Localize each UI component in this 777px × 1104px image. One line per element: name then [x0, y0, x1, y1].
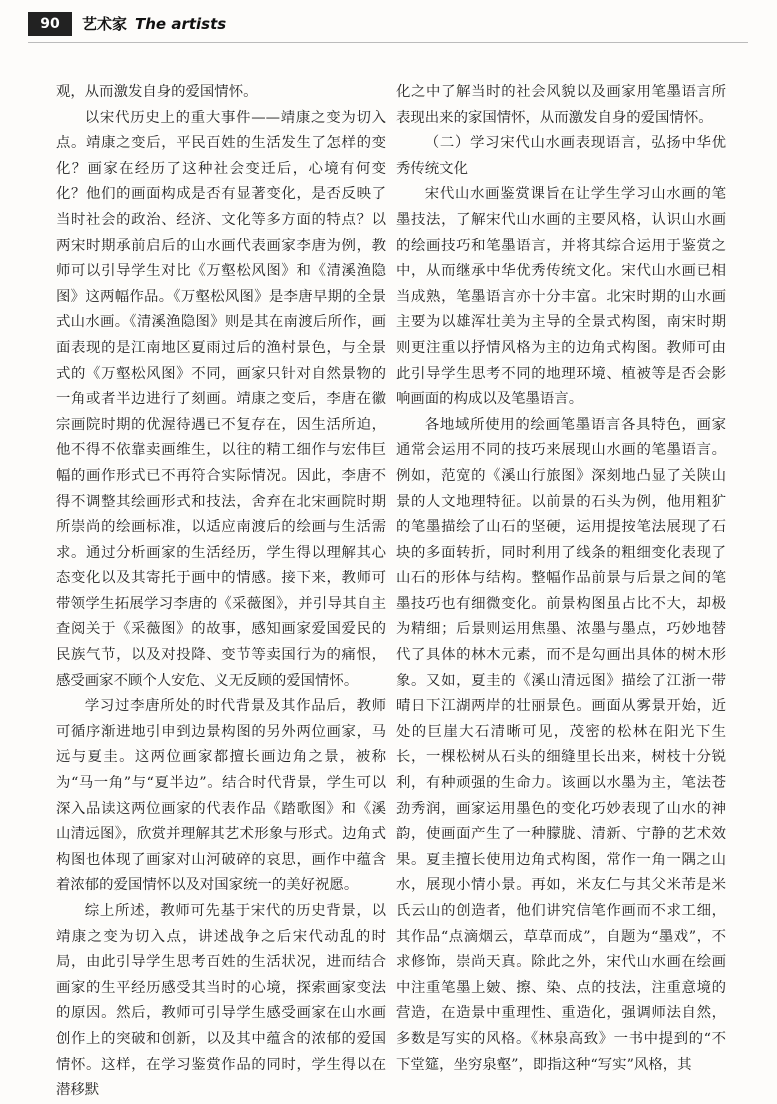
journal-title-en: The artists	[135, 15, 227, 33]
paragraph: 各地域所使用的绘画笔墨语言各具特色，画家通常会运用不同的技巧来展现山水画的笔墨语言。例如，范宽的《溪山行旅图》深刻地凸显了关陕山景的人文地理特征。以前景的石头为例，他用粗犷的笔墨描绘了山石的坚硬，运用提按笔法展现了石块的多面转折，同时利用了线条的粗细变化表现了山石的形体与结构。整幅作品前景与后景之间的笔墨技巧也有细微变化。前景构图虽占比不大，却极为精细；后景则运用焦墨、浓墨与墨点，巧妙地替代了具体的林木元素，而不是勾画出具体的树木形象。又如，夏圭的《溪山清远图》描绘了江浙一带晴日下江湖两岸的壮丽景色。画面从雾景开始，近处的巨崖大石清晰可见，茂密的松林在阳光下生长，一棵松树从石头的细缝里长出来，树枝十分锐利，有种顽强的生命力。该画以水墨为主，笔法苍劲秀润，画家运用墨色的变化巧妙表现了山水的神韵，使画面产生了一种朦胧、清新、宁静的艺术效果。夏圭擅长使用边角式构图，常作一角一隅之山水，展现小情小景。再如，米友仁与其父米芾是米氏云山的创造者，他们讲究信笔作画而不求工细，其作品“点滴烟云，草草而成”，自题为“墨戏”，不求修饰，崇尚天真。除此之外，宋代山水画在绘画中注重笔墨上皴、擦、染、点的技法，注重意境的营造，在造景中重理性、重造化，强调师法自然，多数是写实的风格。《林泉高致》一书中提到的“不下堂筵，坐穷泉壑”，即指这种“写实”风格，其	[396, 416, 726, 1073]
paragraph: 宋代山水画鉴赏课旨在让学生学习山水画的笔墨技法，了解宋代山水画的主要风格，认识山水画的绘画技巧和笔墨语言，并将其综合运用于鉴赏之中，从而继承中华优秀传统文化。宋代山水画已相当成熟，笔墨语言亦十分丰富。北宋时期的山水画主要为以雄浑壮美为主导的全景式构图，南宋时期则更注重以抒情风格为主的边角式构图。教师可由此引导学生思考不同的地理环境、植被等是否会影响画面的构成以及笔墨语言。	[396, 186, 726, 408]
page-header	[28, 10, 748, 38]
right-column	[396, 80, 726, 1078]
left-column	[56, 80, 386, 1104]
journal-title-cn: 艺术家	[82, 15, 128, 33]
paragraph: 以宋代历史上的重大事件——靖康之变为切入点。靖康之变后，平民百姓的生活发生了怎样的变化？画家在经历了这种社会变迁后，心境有何变化？他们的画面构成是否有显著变化，是否反映了当时社会的政治、经济、文化等多方面的特点？以两宋时期承前启后的山水画代表画家李唐为例，教师可以引导学生对比《万壑松风图》和《清溪渔隐图》这两幅作品。《万壑松风图》是李唐早期的全景式山水画。《清溪渔隐图》则是其在南渡后所作，画面表现的是江南地区夏雨过后的渔村景色，与全景式的《万壑松风图》不同，画家只针对自然景物的一角或者半边进行了刻画。靖康之变后，李唐在徽宗画院时期的优渥待遇已不复存在，因生活所迫，他不得不依靠卖画维生，以往的精工细作与宏伟巨幅的画作形式已不再符合实际情况。因此，李唐不得不调整其绘画形式和技法，舍弃在北宋画院时期所崇尚的绘画标准，以适应南渡后的绘画与生活需求。通过分析画家的生活经历，学生得以理解其心态变化以及其寄托于画中的情感。接下来，教师可带领学生拓展学习李唐的《采薇图》，并引导其自主查阅关于《采薇图》的故事，感知画家爱国爱民的民族气节，以及对投降、变节等卖国行为的痛恨，感受画家不顾个人安危、义无反顾的爱国情怀。	[56, 109, 386, 689]
journal-title	[82, 12, 226, 36]
header-rule	[28, 42, 748, 43]
paragraph: 学习过李唐所处的时代背景及其作品后，教师可循序渐进地引申到边景构图的另外两位画家，马远与夏圭。这两位画家都擅长画边角之景，被称为“马一角”与“夏半边”。结合时代背景，学生可以深入品读这两位画家的代表作品《踏歌图》和《溪山清远图》，欣赏并理解其艺术形象与形式。边角式构图也体现了画家对山河破碎的哀思，画作中蕴含着浓郁的爱国情怀以及对国家统一的美好祝愿。	[56, 698, 386, 894]
paragraph: 综上所述，教师可先基于宋代的历史背景，以靖康之变为切入点，讲述战争之后宋代动乱的时局，由此引导学生思考百姓的生活状况，进而结合画家的生平经历感受其当时的心境，探索画家变法的原因。然后，教师可引导学生感受画家在山水画创作上的突破和创新，以及其中蕴含的浓郁的爱国情怀。这样，在学习鉴赏作品的同时，学生得以在潜移默	[56, 903, 386, 1099]
page-number: 90	[28, 12, 72, 36]
section-heading: （二）学习宋代山水画表现语言，弘扬中华优秀传统文化	[396, 135, 726, 177]
paragraph: 观，从而激发自身的爱国情怀。	[56, 84, 258, 100]
paragraph: 化之中了解当时的社会风貌以及画家用笔墨语言所表现出来的家国情怀，从而激发自身的爱国情怀。	[396, 84, 726, 126]
